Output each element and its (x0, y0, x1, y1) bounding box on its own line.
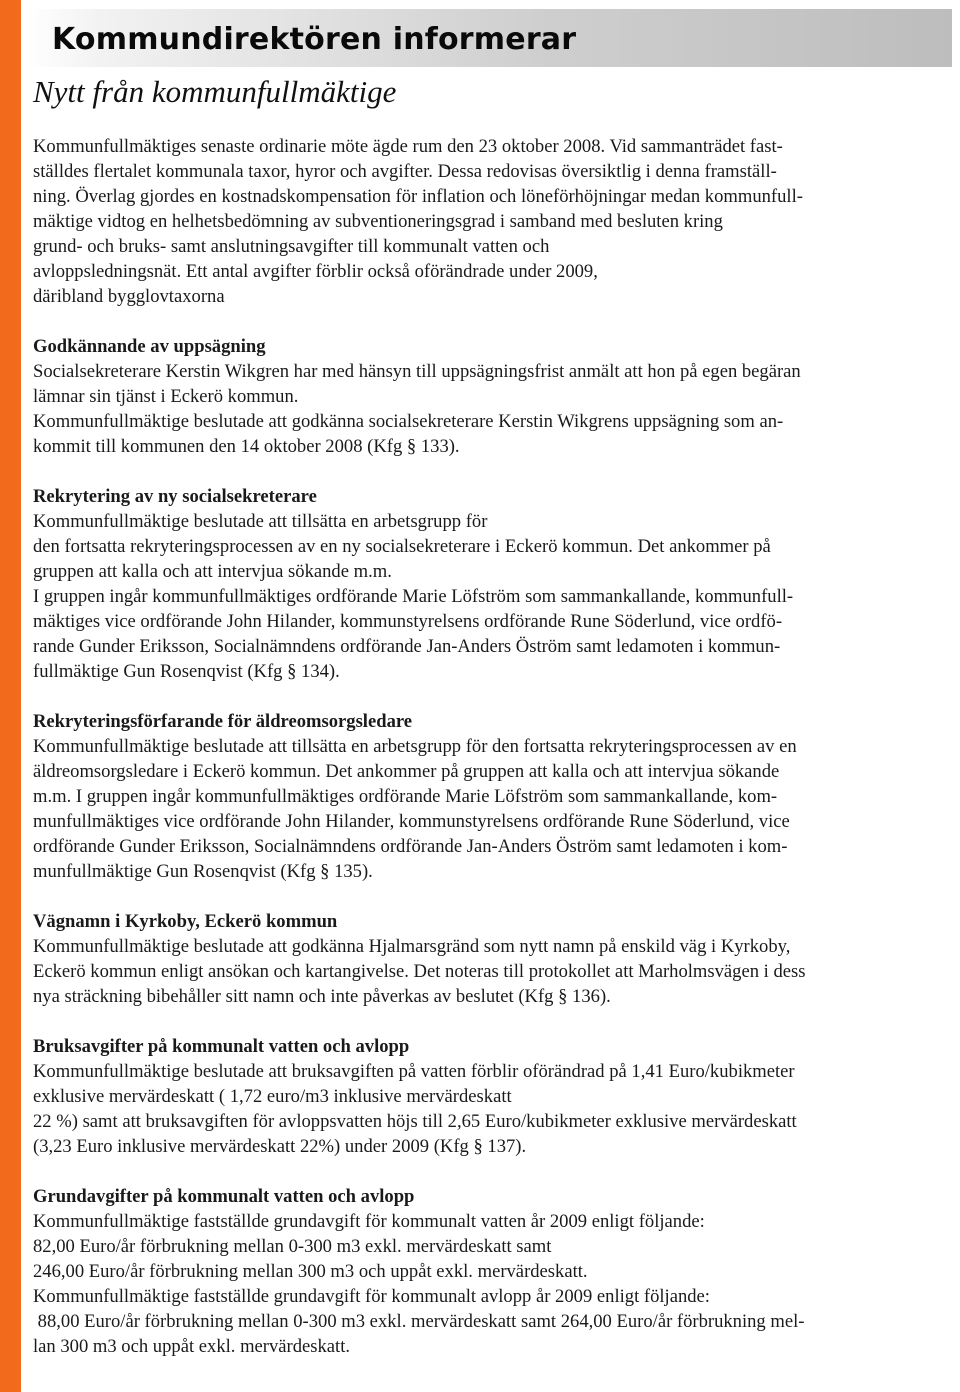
intro-line: Kommunfullmäktiges senaste ordinarie möte ägde rum den 23 oktober 2008. Vid sammanträdet fast- (33, 136, 783, 157)
intro-paragraph (33, 134, 943, 309)
section-line: Eckerö kommun enligt ansökan och kartangivelse. Det noteras till protokollet att Marholmsvägen i dess (33, 961, 806, 982)
section-heading: Rekryteringsförfarande för äldreomsorgsledare (33, 711, 413, 732)
section-line: lämnar sin tjänst i Eckerö kommun. (33, 386, 299, 407)
intro-line: avloppsledningsnät. Ett antal avgifter förblir också oförändrade under 2009, (33, 261, 598, 282)
orange-side-bar (0, 0, 21, 1392)
section-line: nya sträckning bibehåller sitt namn och inte påverkas av beslutet (Kfg § 136). (33, 986, 611, 1007)
section-line: Kommunfullmäktige beslutade att tillsätta en arbetsgrupp för den fortsatta rekryteringsprocessen av en (33, 736, 797, 757)
section-line: den fortsatta rekryteringsprocessen av en ny socialsekreterare i Eckerö kommun. Det ankommer på (33, 536, 771, 557)
section-line: I gruppen ingår kommunfullmäktiges ordförande Marie Löfström som sammankallande, kommunfull- (33, 586, 794, 607)
section-line: fullmäktige Gun Rosenqvist (Kfg § 134). (33, 661, 340, 682)
page-title: Kommundirektören informerar (52, 22, 577, 57)
section-uppsagning (33, 334, 943, 459)
section-line: 82,00 Euro/år förbrukning mellan 0-300 m3 exkl. mervärdeskatt samt (33, 1236, 552, 1257)
section-line: ordförande Gunder Eriksson, Socialnämndens ordförande Jan-Anders Öström samt ledamoten i kom- (33, 836, 788, 857)
section-line: 88,00 Euro/år förbrukning mellan 0-300 m3 exkl. mervärdeskatt samt 264,00 Euro/år förbrukning mel- (33, 1311, 805, 1332)
section-vagnamn (33, 909, 943, 1009)
section-line: 22 %) samt att bruksavgiften för avloppsvatten höjs till 2,65 Euro/kubikmeter exklusive mervärdeskatt (33, 1111, 797, 1132)
section-heading: Bruksavgifter på kommunalt vatten och avlopp (33, 1036, 410, 1057)
section-line: gruppen att kalla och att intervjua sökande m.m. (33, 561, 392, 582)
section-line: 246,00 Euro/år förbrukning mellan 300 m3 och uppåt exkl. mervärdeskatt. (33, 1261, 588, 1282)
intro-line: däribland bygglovtaxorna (33, 286, 225, 307)
section-grundavgifter (33, 1184, 943, 1359)
intro-line: mäktige vidtog en helhetsbedömning av subventioneringsgrad i samband med besluten kring (33, 211, 723, 232)
article-body (33, 134, 943, 1359)
intro-line: ning. Överlag gjordes en kostnadskompensation för inflation och löneförhöjningar medan kommunfull- (33, 186, 803, 207)
section-heading: Rekrytering av ny socialsekreterare (33, 486, 317, 507)
section-line: m.m. I gruppen ingår kommunfullmäktiges ordförande Marie Löfström som sammankallande, kom- (33, 786, 778, 807)
section-bruksavgifter (33, 1034, 943, 1159)
intro-line: ställdes flertalet kommunala taxor, hyror och avgifter. Dessa redovisas översiktlig i denna framställ- (33, 161, 777, 182)
section-line: mäktiges vice ordförande John Hilander, kommunstyrelsens ordförande Rune Söderlund, vice ordfö- (33, 611, 783, 632)
section-line: äldreomsorgsledare i Eckerö kommun. Det ankommer på gruppen att kalla och att intervjua sökande (33, 761, 780, 782)
section-line: exklusive mervärdeskatt ( 1,72 euro/m3 inklusive mervärdeskatt (33, 1086, 512, 1107)
intro-line: grund- och bruks- samt anslutningsavgifter till kommunalt vatten och (33, 236, 550, 257)
section-line: lan 300 m3 och uppåt exkl. mervärdeskatt. (33, 1336, 351, 1357)
section-line: Kommunfullmäktige beslutade att godkänna Hjalmarsgränd som nytt namn på enskild väg i Kyrkoby, (33, 936, 791, 957)
section-line: (3,23 Euro inklusive mervärdeskatt 22%) under 2009 (Kfg § 137). (33, 1136, 527, 1157)
section-rekrytering-socialsekreterare (33, 484, 943, 684)
page-subtitle: Nytt från kommunfullmäktige (33, 74, 397, 109)
section-aldreomsorgsledare (33, 709, 943, 884)
section-line: munfullmäktige Gun Rosenqvist (Kfg § 135). (33, 861, 373, 882)
section-line: Kommunfullmäktige fastställde grundavgift för kommunalt vatten år 2009 enligt följande: (33, 1211, 705, 1232)
section-line: munfullmäktiges vice ordförande John Hilander, kommunstyrelsens ordförande Rune Söderlund, vice (33, 811, 790, 832)
section-heading: Godkännande av uppsägning (33, 336, 266, 357)
section-line: Kommunfullmäktige beslutade att tillsätta en arbetsgrupp för (33, 511, 488, 532)
section-line: Kommunfullmäktige beslutade att bruksavgiften på vatten förblir oförändrad på 1,41 Euro/kubikmeter (33, 1061, 795, 1082)
section-line: Kommunfullmäktige fastställde grundavgift för kommunalt avlopp år 2009 enligt följande: (33, 1286, 710, 1307)
section-line: rande Gunder Eriksson, Socialnämndens ordförande Jan-Anders Öström samt ledamoten i kommun- (33, 636, 781, 657)
section-line: kommit till kommunen den 14 oktober 2008 (Kfg § 133). (33, 436, 460, 457)
section-line: Kommunfullmäktige beslutade att godkänna socialsekreterare Kerstin Wikgrens uppsägning som an- (33, 411, 784, 432)
section-heading: Vägnamn i Kyrkoby, Eckerö kommun (33, 911, 338, 932)
section-heading: Grundavgifter på kommunalt vatten och avlopp (33, 1186, 415, 1207)
section-line: Socialsekreterare Kerstin Wikgren har med hänsyn till uppsägningsfrist anmält att hon på egen begäran (33, 361, 801, 382)
